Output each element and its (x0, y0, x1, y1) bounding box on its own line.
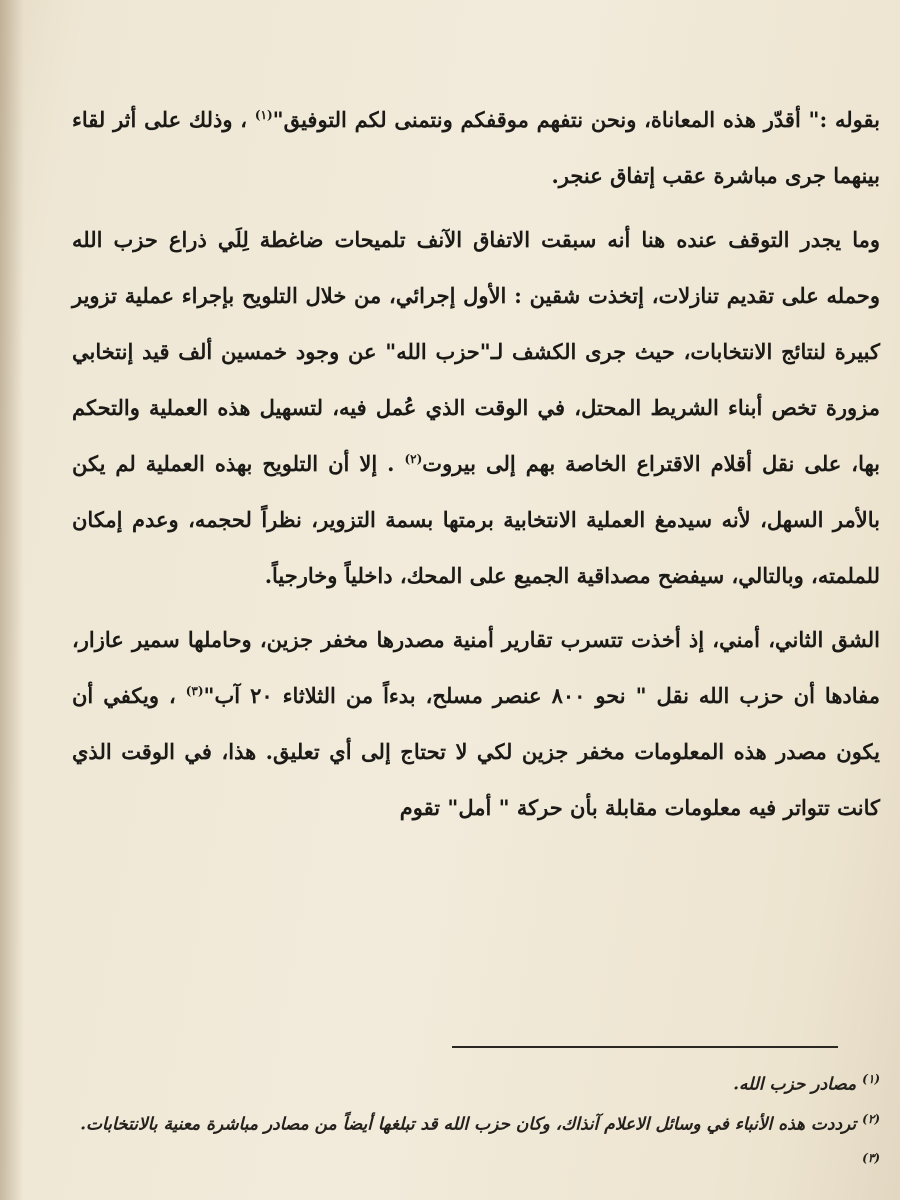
paragraph-3 (72, 612, 880, 836)
paragraph-1-text-a: بقوله :" أقدّر هذه المعاناة، ونحن نتفهم موقفكم ونتمنى لكم التوفيق" (272, 107, 881, 132)
footnote-3 (60, 1141, 880, 1181)
paragraph-2-text-b: ، من خلال التلويح بإجراء عملية تزوير كبيرة لنتائج الانتخابات، حيث جرى الكشف لـ"حزب الله" عن وجود خمسين ألف قيد إنتخابي مزورة تخص أبناء الشريط المحتل، في الوقت الذي عُمل فيه، لتسهيل هذه العملية والتحكم بها، على نقل أقلام الاقتراع الخاصة بهم إلى بيروت (72, 283, 880, 476)
paragraph-2-text-c: . إلا أن التلويح بهذه العملية لم يكن بالأمر السهل، لأنه سيدمغ العملية الانتخابية برمتها بسمة التزوير، نظراً لحجمه، وعدم إمكان للملمته، وبالتالي، سيفضح مصداقية الجميع على المحك، داخلياً وخارجياً. (72, 451, 880, 588)
footnote-divider (452, 1046, 838, 1048)
footnote-1-number: (١) (862, 1072, 880, 1086)
footnote-1 (60, 1062, 880, 1102)
paragraph-2 (72, 212, 880, 604)
footnote-2-text: ترددت هذه الأنباء في وسائل الاعلام آنذاك، وكان حزب الله قد تبلغها أيضاً من مصادر مباشرة معنية بالانتخابات. (80, 1114, 857, 1135)
paragraph-2-text-a: وما يجدر التوقف عنده هنا أنه سبقت الاتفاق الآنف تلميحات ضاغطة لِلَي ذراع حزب الله وحمله على تقديم تنازلات، إتخذت شقين : (72, 227, 881, 308)
footnote-2 (60, 1102, 880, 1142)
paragraph-1-text-b: ، وذلك على أثر لقاء بينهما جرى مباشرة عقب إتفاق عنجر. (72, 107, 880, 188)
paragraph-2-emphasis: الأول إجرائي (395, 283, 507, 308)
footnote-ref-1: (١) (254, 108, 273, 122)
footnote-ref-3: (٣) (185, 684, 204, 698)
body-text (72, 92, 880, 836)
paragraph-3-text-b: ، ويكفي أن يكون مصدر هذه المعلومات مخفر جزين لكي لا تحتاج إلى أي تعليق. هذا، في الوقت الذي كانت تتواتر فيه معلومات مقابلة بأن حركة " أمل" تقوم (72, 683, 880, 820)
footnote-ref-2: (٢) (404, 452, 423, 466)
footnotes (60, 1062, 880, 1181)
page-spine-shadow (0, 0, 24, 1200)
footnote-2-number: (٢) (862, 1111, 880, 1126)
paragraph-1 (72, 92, 880, 204)
footnote-3-number: (٣) (862, 1151, 880, 1166)
footnote-1-text: مصادر حزب الله. (733, 1074, 857, 1095)
paragraph-3-text-a: الشق الثاني، أمني، إذ أخذت تتسرب تقارير أمنية مصدرها مخفر جزين، وحاملها سمير عازار، مفادها أن حزب الله نقل " نحو ٨٠٠ عنصر مسلح، بدءاً من الثلاثاء ٢٠ آب" (72, 627, 881, 708)
